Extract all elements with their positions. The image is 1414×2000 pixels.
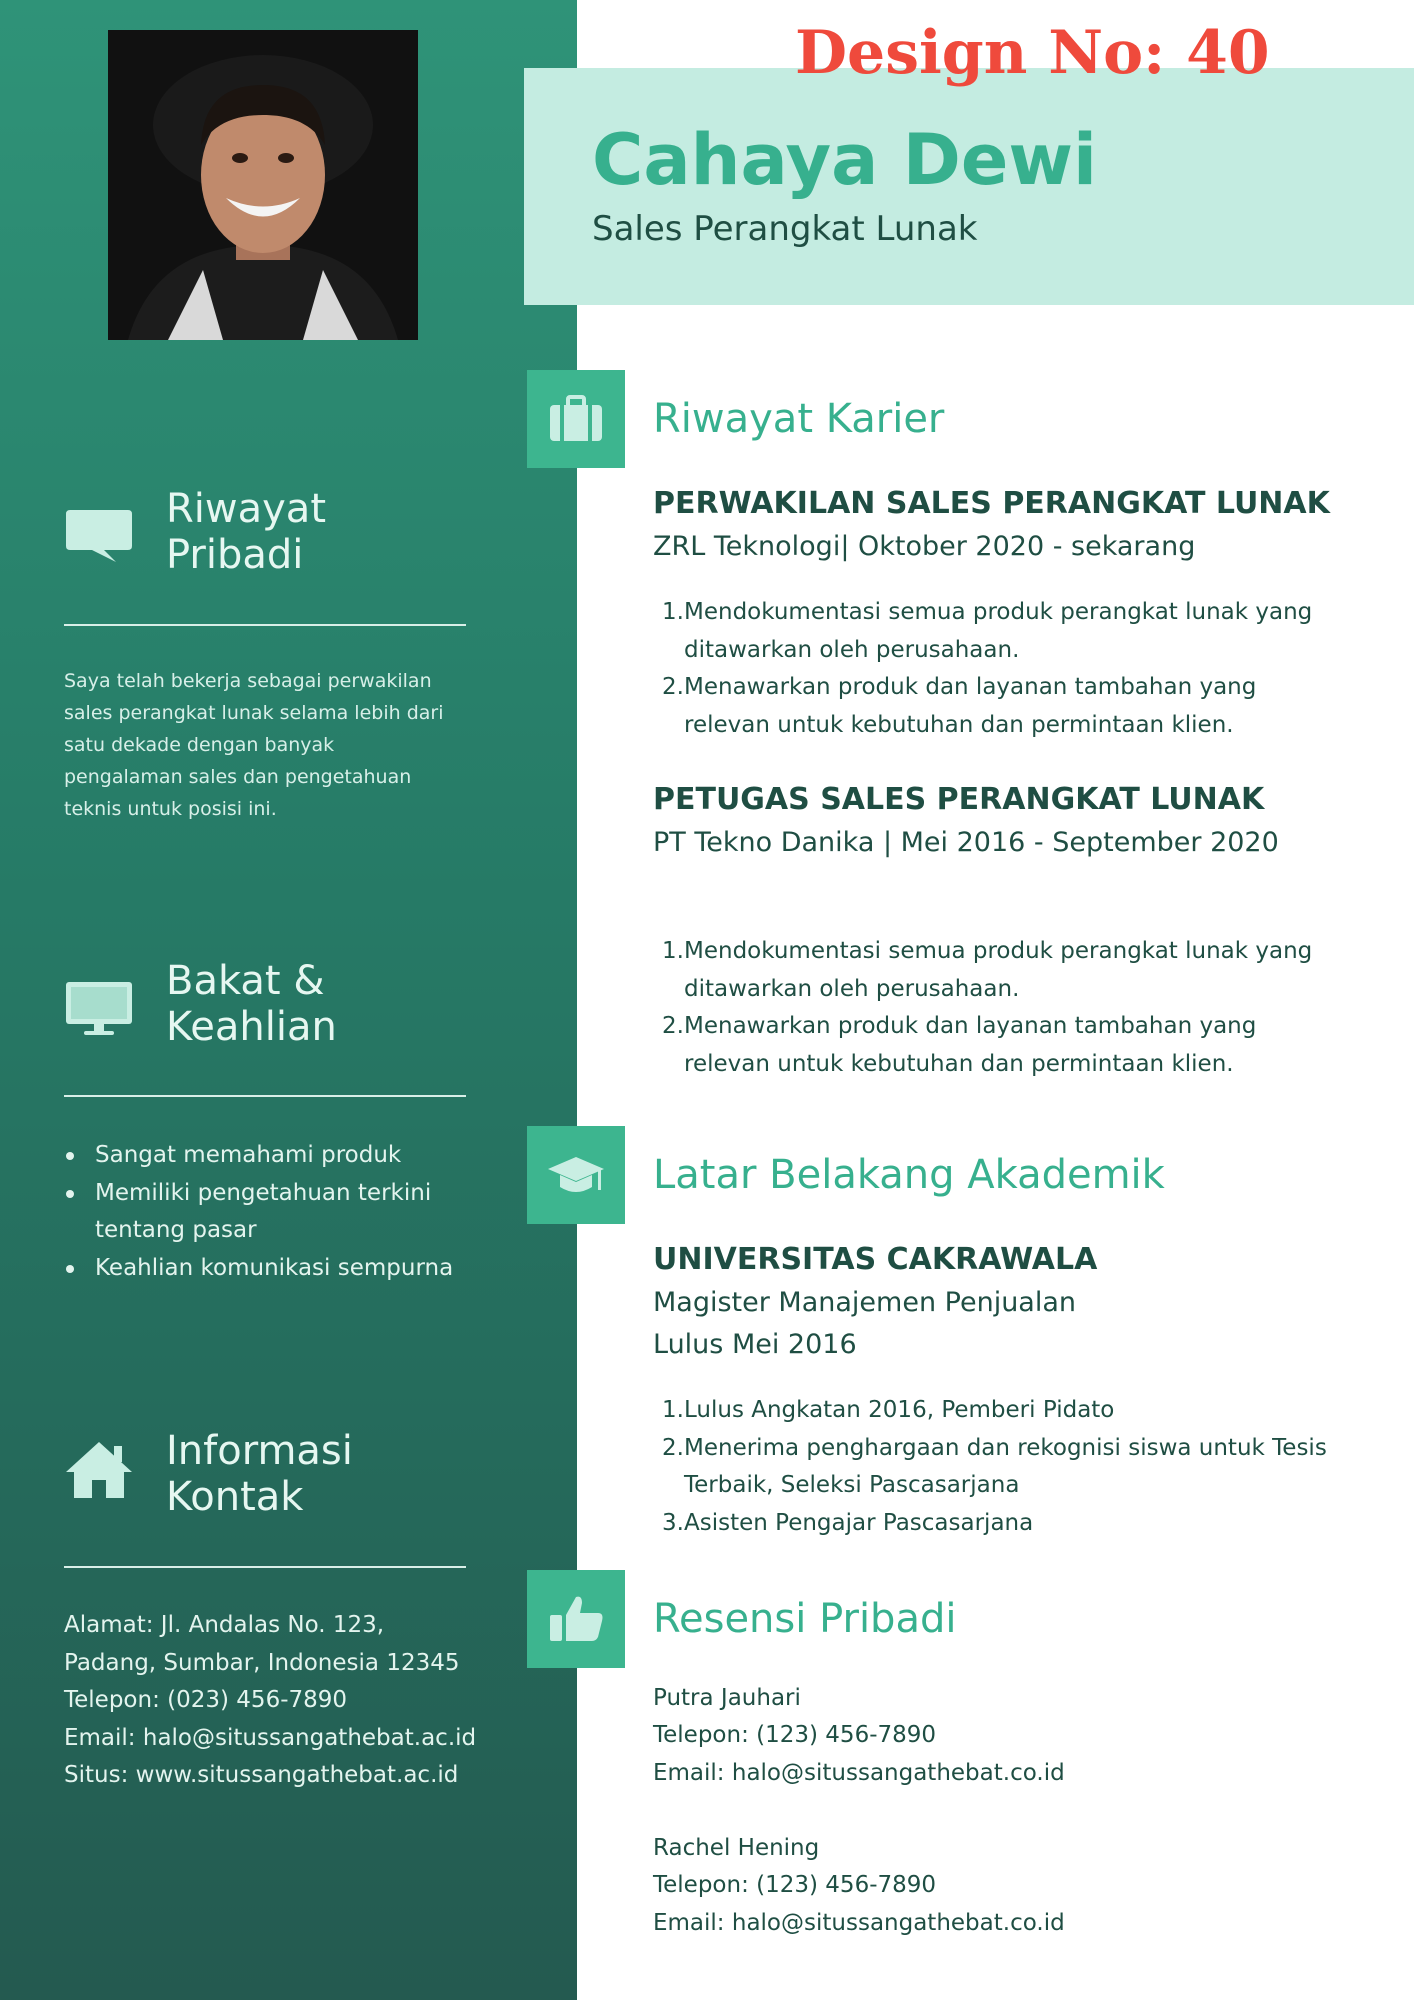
- monitor-icon: [64, 978, 134, 1038]
- summary-line: sales perangkat lunak selama lebih dari: [64, 702, 444, 724]
- degree: Magister Manajemen Penjualan: [653, 1287, 1077, 1318]
- graduation-date: Lulus Mei 2016: [653, 1329, 857, 1360]
- list-item: 1. Mendokumentasi semua produk perangkat lunak yang ditawarkan oleh perusahaan.: [662, 599, 1313, 663]
- job-company-date: PT Tekno Danika | Mei 2016 - September 2020: [653, 827, 1279, 858]
- person-role: Sales Perangkat Lunak: [592, 209, 978, 249]
- references-title: Resensi Pribadi: [653, 1596, 957, 1642]
- summary-line: satu dekade dengan banyak: [64, 734, 335, 756]
- list-item: 3. Asisten Pengajar Pascasarjana: [662, 1509, 1034, 1536]
- divider: [64, 1095, 466, 1097]
- reference-name: Rachel Hening: [653, 1835, 820, 1861]
- contact-address-line2: Padang, Sumbar, Indonesia 12345: [64, 1649, 460, 1676]
- school-name: UNIVERSITAS CAKRAWALA: [653, 1242, 1098, 1277]
- reference-email: Email: halo@situssangathebat.co.id: [653, 1760, 1065, 1786]
- skills-title-line1: Bakat &: [166, 958, 325, 1004]
- reference-phone: Telepon: (123) 456-7890: [653, 1722, 937, 1748]
- contact-title-line2: Kontak: [166, 1474, 304, 1520]
- personal-title-line1: Riwayat: [166, 486, 326, 532]
- portrait-image: [108, 30, 418, 340]
- contact-section-header: [64, 1428, 484, 1528]
- thumbs-up-icon: [546, 1589, 606, 1649]
- references-icon-box: [527, 1570, 625, 1668]
- skills-section-header: [64, 958, 484, 1058]
- contact-website: Situs: www.situssangathebat.ac.id: [64, 1762, 459, 1788]
- personal-summary: [64, 665, 464, 825]
- speech-bubble-icon: [64, 506, 134, 566]
- list-item: Keahlian komunikasi sempurna: [64, 1250, 484, 1288]
- list-item: 2. Menerima penghargaan dan rekognisi siswa untuk Tesis Terbaik, Seleksi Pascasarjana: [662, 1434, 1327, 1498]
- education-icon-box: [527, 1126, 625, 1224]
- contact-phone: Telepon: (023) 456-7890: [64, 1687, 348, 1713]
- summary-line: teknis untuk posisi ini.: [64, 798, 277, 820]
- skills-list: [64, 1137, 484, 1287]
- contact-title-line1: Informasi: [166, 1428, 353, 1474]
- house-icon: [64, 1440, 134, 1500]
- list-item: Sangat memahami produk: [64, 1137, 484, 1175]
- summary-line: Saya telah bekerja sebagai perwakilan: [64, 670, 432, 692]
- education-title: Latar Belakang Akademik: [653, 1152, 1165, 1198]
- career-icon-box: [527, 370, 625, 468]
- contact-address-line1: Alamat: Jl. Andalas No. 123,: [64, 1612, 385, 1638]
- job-duties: [653, 594, 1353, 744]
- list-item: Memiliki pengetahuan terkini: [64, 1175, 484, 1213]
- skills-title-line2: Keahlian: [166, 1004, 337, 1050]
- list-item: 1. Lulus Angkatan 2016, Pemberi Pidato: [662, 1397, 1115, 1423]
- personal-title-line2: Pribadi: [166, 532, 304, 578]
- job-title: PERWAKILAN SALES PERANGKAT LUNAK: [653, 486, 1330, 521]
- design-number: Design No: 40: [795, 18, 1270, 88]
- reference-name: Putra Jauhari: [653, 1685, 801, 1711]
- personal-section-header: [64, 486, 484, 586]
- briefcase-icon: [546, 389, 606, 449]
- job-company-date: ZRL Teknologi| Oktober 2020 - sekarang: [653, 531, 1196, 562]
- divider: [64, 1566, 466, 1568]
- contact-info: [64, 1607, 504, 1795]
- list-item: 2. Menawarkan produk dan layanan tambahan yang relevan untuk kebutuhan dan permintaan klien.: [662, 1013, 1257, 1077]
- list-item: 1. Mendokumentasi semua produk perangkat lunak yang ditawarkan oleh perusahaan.: [662, 938, 1313, 1002]
- profile-photo: [108, 30, 418, 340]
- career-title: Riwayat Karier: [653, 396, 945, 442]
- contact-email: Email: halo@situssangathebat.ac.id: [64, 1724, 477, 1751]
- education-achievements: [653, 1392, 1353, 1542]
- job-duties: [653, 933, 1353, 1083]
- list-item-continued: tentang pasar: [95, 1217, 257, 1243]
- divider: [64, 624, 466, 626]
- sidebar: [0, 0, 577, 2000]
- job-title: PETUGAS SALES PERANGKAT LUNAK: [653, 782, 1265, 817]
- list-item: 2. Menawarkan produk dan layanan tambahan yang relevan untuk kebutuhan dan permintaan klien.: [662, 674, 1257, 738]
- summary-line: pengalaman sales dan pengetahuan: [64, 766, 412, 788]
- reference-phone: Telepon: (123) 456-7890: [653, 1872, 937, 1898]
- reference-email: Email: halo@situssangathebat.co.id: [653, 1910, 1065, 1936]
- graduation-cap-icon: [546, 1145, 606, 1205]
- person-name: Cahaya Dewi: [592, 119, 1098, 201]
